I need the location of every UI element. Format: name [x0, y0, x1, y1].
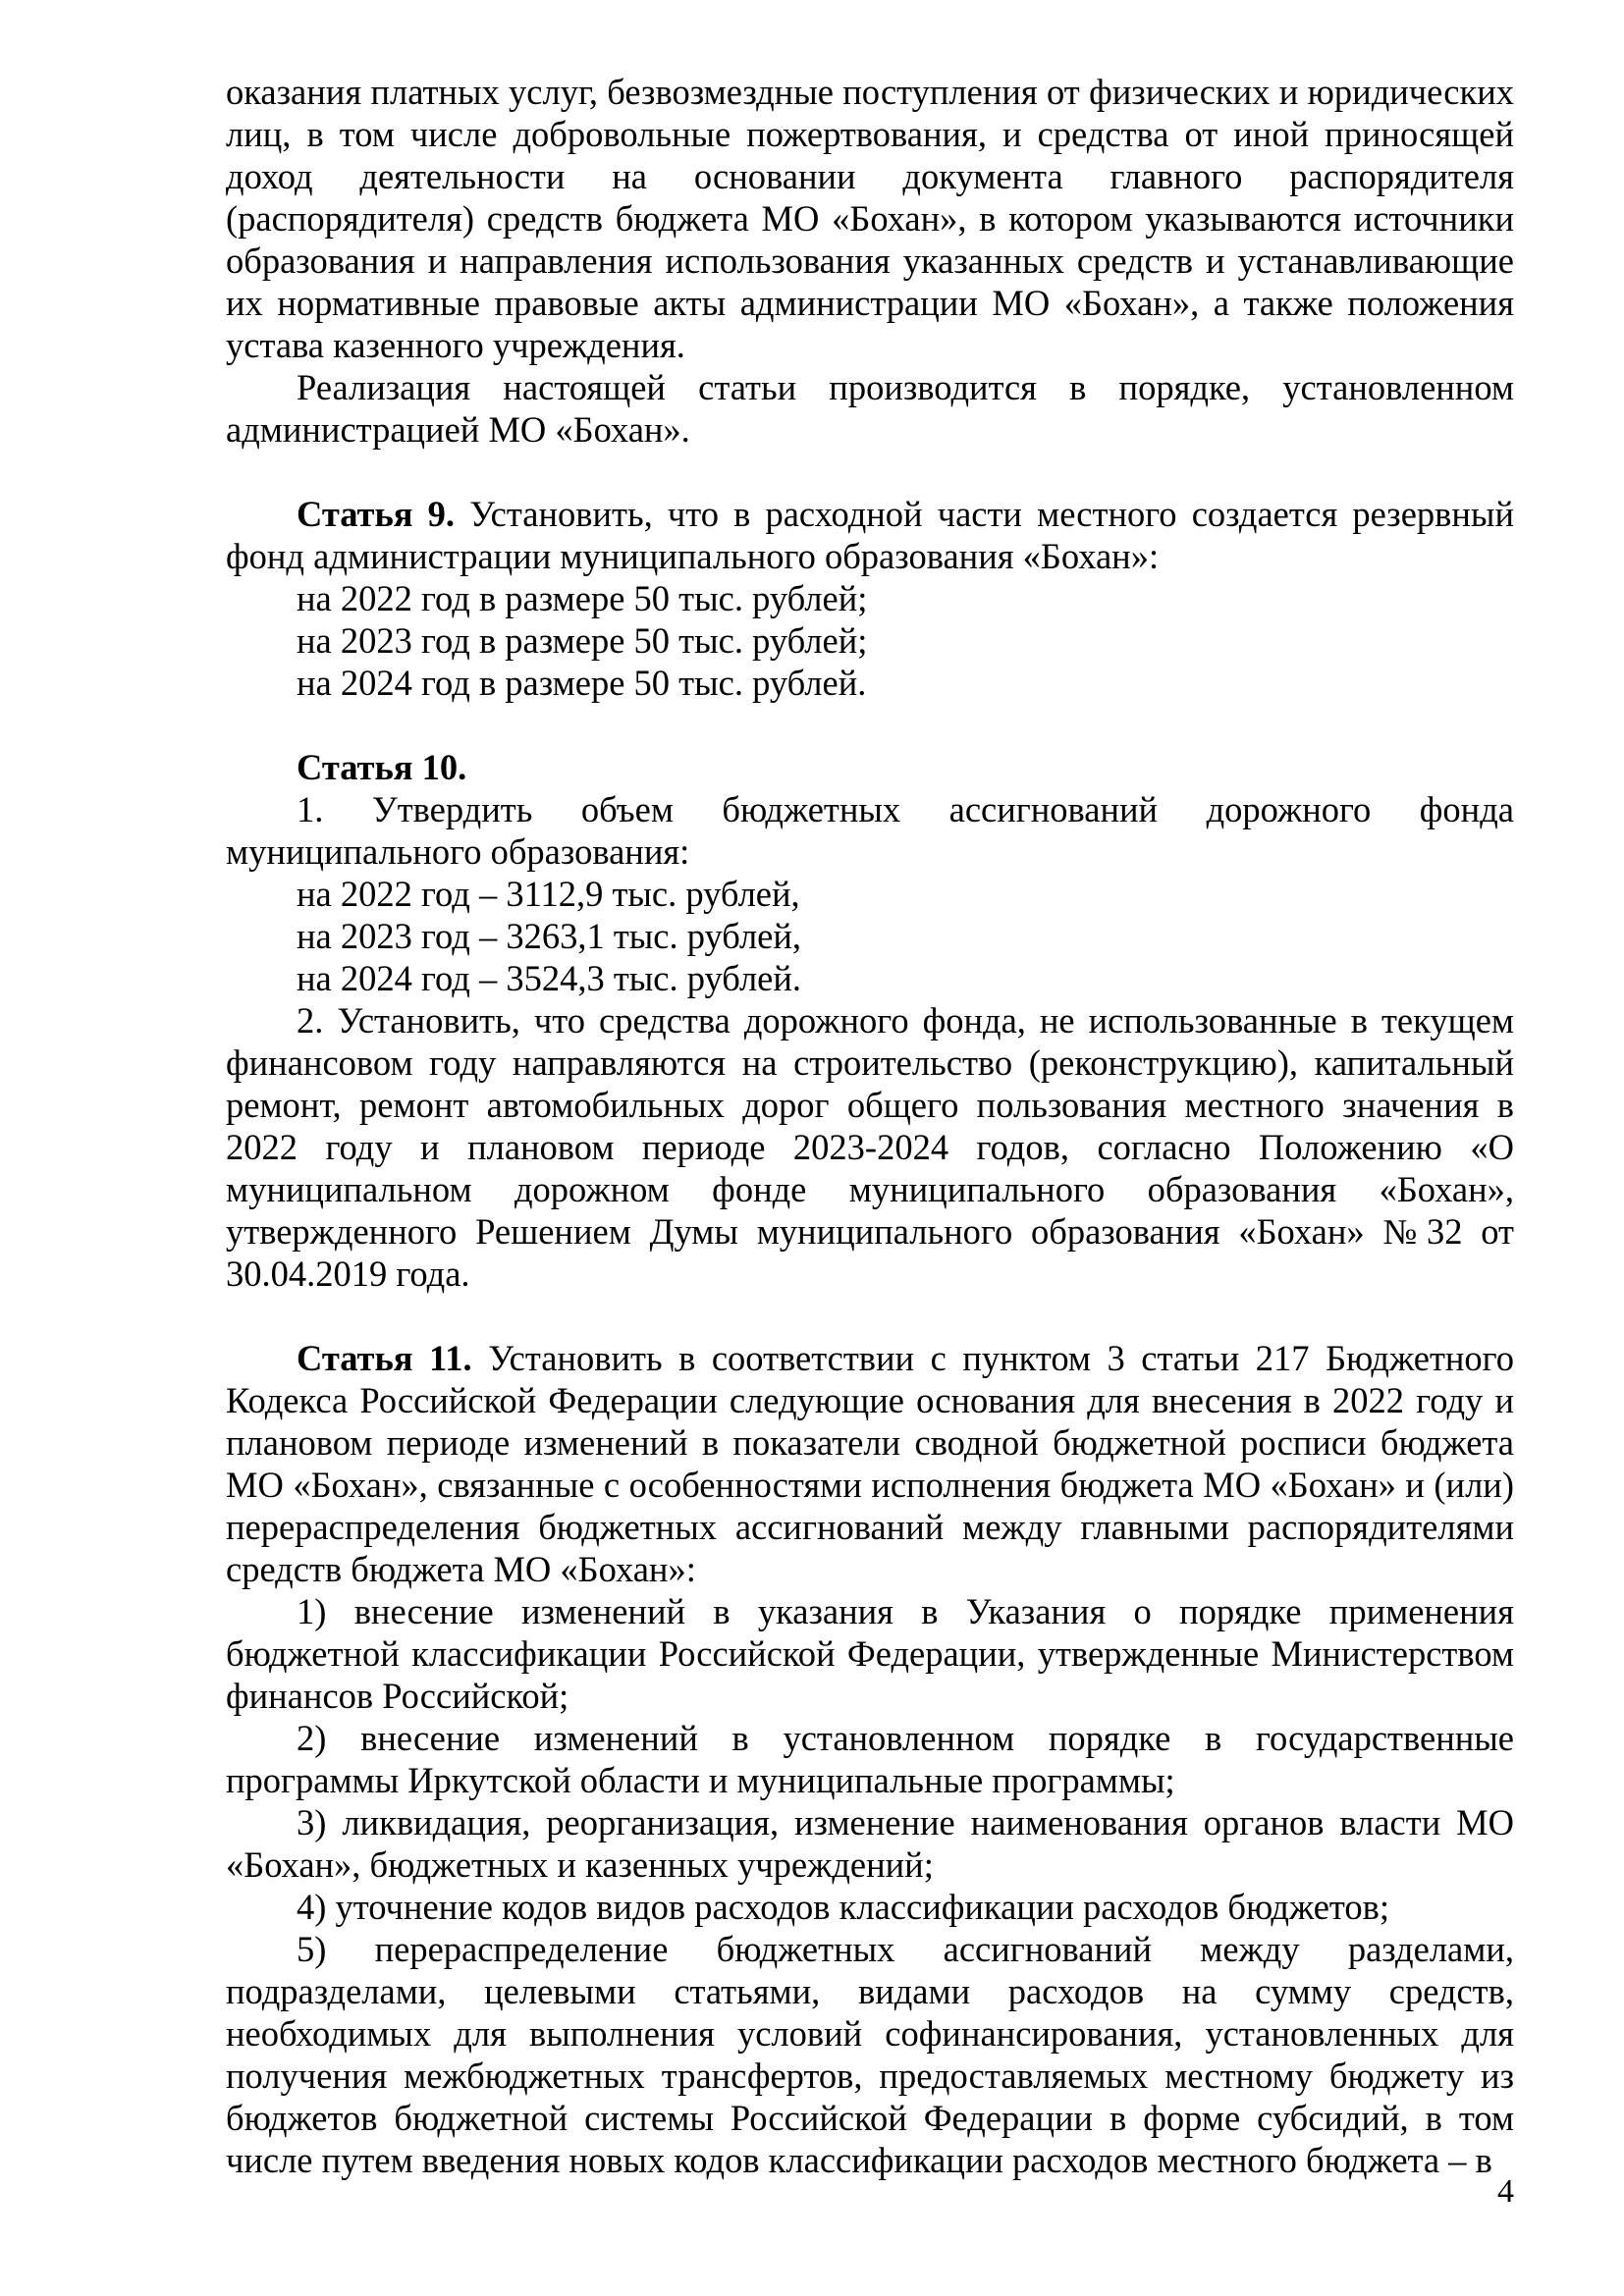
article-10-point-2: 2. Установить, что средства дорожного фонда, не использованные в текущем финансовом году направляются на строительство (реконструкцию), капитальный ремонт, ремонт автомобильных дорог общего пользования местного значения в 2022 году и плановом периоде 2023-2024 годов, согласно Положению «О муниципальном дорожном фонде муниципального образования «Бохан», утвержденного Решением Думы муниципального образования «Бохан» №32 от 30.04.2019 года. [226, 1000, 1514, 1294]
article-9-item: на 2024 год в размере 50 тыс. рублей. [297, 663, 867, 703]
article-9-item: на 2023 год в размере 50 тыс. рублей; [297, 620, 868, 661]
article-10-item: на 2022 год – 3112,9 тыс. рублей, [297, 874, 800, 914]
article-10-item: на 2023 год – 3263,1 тыс. рублей, [297, 916, 802, 956]
article-9-heading: Статья 9. [297, 494, 456, 534]
article-10-item: на 2024 год – 3524,3 тыс. рублей. [297, 958, 802, 998]
spacer [226, 1295, 1514, 1337]
article-9-paragraph [226, 493, 1514, 577]
article-11-item: 1) внесение изменений в указания в Указания о порядке применения бюджетной классификации Российской Федерации, утвержденные Министерством финансов Российской; [226, 1591, 1514, 1716]
article-10-heading: Статья 10. [297, 747, 467, 787]
spacer [226, 451, 1514, 493]
article-11-heading: Статья 11. [297, 1338, 472, 1378]
page-number: 4 [1497, 2173, 1514, 2210]
article-11-item: 5) перераспределение бюджетных ассигнований между разделами, подразделами, целевыми статьями, видами расходов на сумму средств, необходимых для выполнения условий софинансирования, установленных для получения межбюджетных трансфертов, предоставляемых местному бюджету из бюджетов бюджетной системы Российской Федерации в форме субсидий, в том числе путем введения новых кодов классификации расходов местного бюджета – в [226, 1929, 1514, 2180]
article-11-item: 4) уточнение кодов видов расходов классификации расходов бюджетов; [297, 1887, 1390, 1927]
implementation-paragraph: Реализация настоящей статьи производится в порядке, установленном администрацией МО «Бохан». [226, 367, 1514, 450]
article-11-item: 2) внесение изменений в установленном порядке в государственные программы Иркутской области и муниципальные программы; [226, 1718, 1514, 1800]
article-11-text: Установить в соответствии с пунктом 3 статьи 217 Бюджетного Кодекса Российской Федерации следующие основания для внесения в 2022 году и плановом периоде изменений в показатели сводной бюджетной росписи бюджета МО «Бохан», связанные с особенностями исполнения бюджета МО «Бохан» и (или) перераспределения бюджетных ассигнований между главными распорядителями средств бюджета МО «Бохан»: [226, 1338, 1514, 1589]
article-11-item: 3) ликвидация, реорганизация, изменение наименования органов власти МО «Бохан», бюджетных и казенных учреждений; [226, 1802, 1514, 1885]
continuation-paragraph: оказания платных услуг, безвозмездные поступления от физических и юридических лиц, в том числе добровольные пожертвования, и средства от иной приносящей доход деятельности на основании документа главного распорядителя (распорядителя) средств бюджета МО «Бохан», в котором указываются источники образования и направления использования указанных средств и устанавливающие их нормативные правовые акты администрации МО «Бохан», а также положения устава казенного учреждения. [226, 72, 1514, 365]
article-10-point-1: 1. Утвердить объем бюджетных ассигнований дорожного фонда муниципального образования: [226, 789, 1514, 872]
document-page [226, 71, 1514, 2181]
article-11-paragraph [226, 1337, 1514, 1590]
spacer [226, 704, 1514, 746]
article-9-text: Установить, что в расходной части местного создается резервный фонд администрации муниципального образования «Бохан»: [226, 494, 1514, 576]
article-9-item: на 2022 год в размере 50 тыс. рублей; [297, 578, 868, 618]
